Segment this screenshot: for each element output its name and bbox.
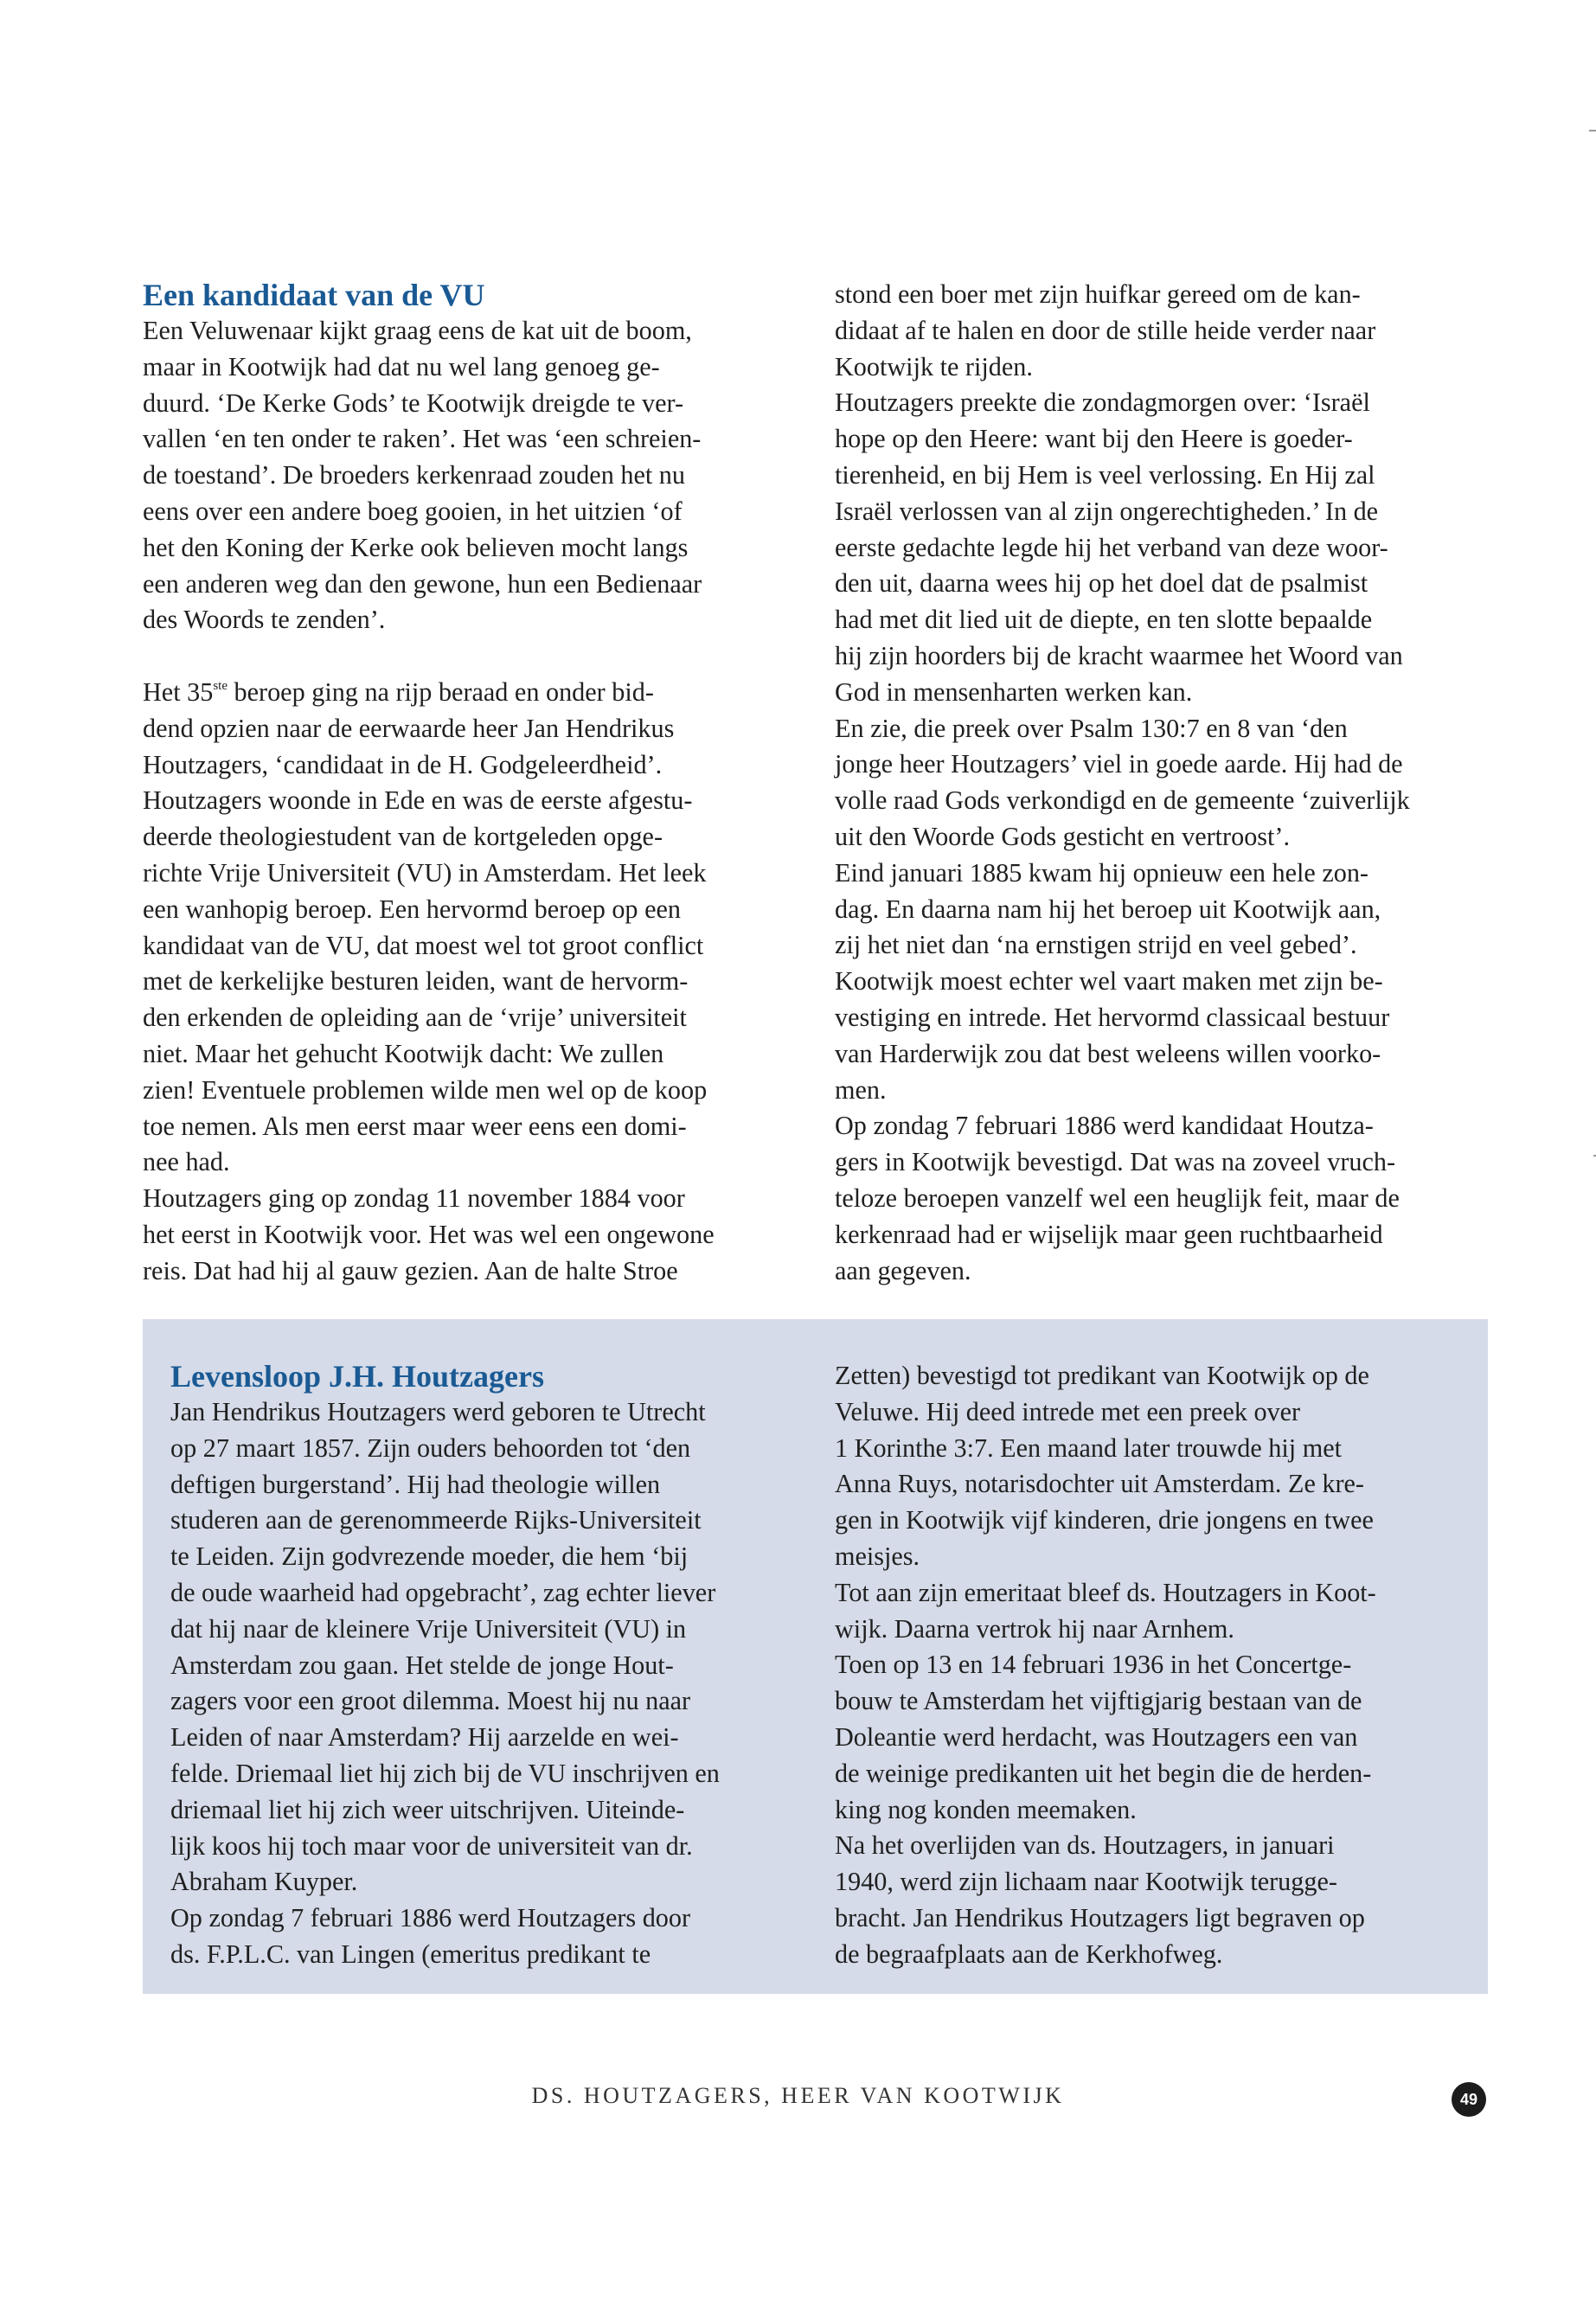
text-line: stond een boer met zijn huifkar gereed om de kan-: [835, 279, 1361, 309]
text-line: kerkenraad had er wijselijk maar geen ruchtbaarheid: [835, 1219, 1383, 1249]
text-line: gers in Kootwijk bevestigd. Dat was na zoveel vruch-: [835, 1147, 1396, 1177]
text-line: van Harderwijk zou dat best weleens willen voorko-: [835, 1038, 1381, 1068]
biography-column-1: [170, 1358, 811, 1973]
text-line: hope op den Heere: want bij den Heere is goeder-: [835, 424, 1353, 454]
text-line: dag. En daarna nam hij het beroep uit Kootwijk aan,: [835, 894, 1381, 924]
text-line: driemaal liet hij zich weer uitschrijven. Uiteinde-: [170, 1794, 685, 1824]
article-column-1: [143, 277, 783, 1290]
text-line: deftigen burgerstand’. Hij had theologie willen: [170, 1469, 661, 1499]
text-line: het den Koning der Kerke ook believen mocht langs: [143, 532, 689, 562]
text-line: gen in Kootwijk vijf kinderen, drie jongens en twee: [835, 1505, 1374, 1535]
text-line: teloze beroepen vanzelf wel een heuglijk feit, maar de: [835, 1183, 1400, 1213]
text-line: zagers voor een groot dilemma. Moest hij nu naar: [170, 1686, 691, 1716]
text-line: des Woords te zenden’.: [143, 605, 386, 635]
text-line: didaat af te halen en door de stille heide verder naar: [835, 315, 1376, 345]
page-number-badge: 49: [1452, 2082, 1486, 2117]
text-line: ds. F.P.L.C. van Lingen (emeritus predikant te: [170, 1939, 651, 1969]
ordinal-superscript: ste: [213, 678, 228, 693]
text-line: een wanhopig beroep. Een hervormd beroep op een: [143, 894, 681, 924]
text-line: Houtzagers woonde in Ede en was de eerste afgestu-: [143, 785, 693, 816]
article-column-2: [835, 277, 1475, 1289]
text-line: lijk koos hij toch maar voor de universiteit van dr.: [170, 1830, 693, 1861]
text-line: Eind januari 1885 kwam hij opnieuw een hele zon-: [835, 857, 1368, 888]
text-line: had met dit lied uit de diepte, en ten slotte bepaalde: [835, 605, 1373, 635]
text-line: Een Veluwenaar kijkt graag eens de kat uit de boom,: [143, 316, 692, 345]
text-line: duurd. ‘De Kerke Gods’ te Kootwijk dreigde te ver-: [143, 388, 684, 418]
text-line: meisjes.: [835, 1541, 920, 1571]
text-line: men.: [835, 1074, 887, 1105]
text-line: maar in Kootwijk had dat nu wel lang genoeg ge-: [143, 351, 660, 381]
text-line: Houtzagers ging op zondag 11 november 1884 voor: [143, 1183, 685, 1214]
text-line: reis. Dat had hij al gauw gezien. Aan de halte Stroe: [143, 1255, 678, 1285]
text-line: Toen op 13 en 14 februari 1936 in het Concertge-: [835, 1650, 1352, 1680]
text-line: eerste gedachte legde hij het verband van deze woor-: [835, 532, 1388, 562]
text-line: vestiging en intrede. Het hervormd classicaal bestuur: [835, 1002, 1390, 1032]
text-line: den erkenden de opleiding aan de ‘vrije’ universiteit: [143, 1003, 687, 1033]
text-line: Jan Hendrikus Houtzagers werd geboren te Utrecht: [170, 1397, 706, 1426]
article-heading: Een kandidaat van de VU: [143, 278, 485, 312]
running-footer: DS. HOUTZAGERS, HEER VAN KOOTWIJK: [531, 2083, 1065, 2108]
text-line: Houtzagers preekte die zondagmorgen over: ‘Israël: [835, 388, 1370, 418]
text-line: Op zondag 7 februari 1886 werd kandidaat Houtza-: [835, 1111, 1374, 1141]
text-line: Abraham Kuyper.: [170, 1867, 358, 1897]
text-line: felde. Driemaal liet hij zich bij de VU inschrijven en: [170, 1758, 720, 1788]
text-line: de begraafplaats aan de Kerkhofweg.: [835, 1939, 1223, 1969]
text-line: richte Vrije Universiteit (VU) in Amsterdam. Het leek: [143, 857, 707, 888]
biography-column-2: [835, 1358, 1475, 1973]
text-line: zien! Eventuele problemen wilde men wel op de koop: [143, 1074, 708, 1105]
text-line: 1 Korinthe 3:7. Een maand later trouwde hij met: [835, 1433, 1342, 1463]
text-line: Leiden of naar Amsterdam? Hij aarzelde en wei-: [170, 1722, 679, 1753]
text-line: [143, 675, 783, 711]
text-line: niet. Maar het gehucht Kootwijk dacht: We zullen: [143, 1038, 664, 1068]
text-line: de weinige predikanten uit het begin die de herden-: [835, 1758, 1372, 1788]
text-line: Tot aan zijn emeritaat bleef ds. Houtzagers in Koot-: [835, 1577, 1376, 1607]
text-line: kandidaat van de VU, dat moest wel tot groot conflict: [143, 930, 704, 960]
text-line: een anderen weg dan den gewone, hun een Bedienaar: [143, 568, 702, 599]
text-fragment: Het 35: [143, 676, 214, 707]
paragraph-spacer: [143, 638, 783, 675]
text-line: uit den Woorde Gods gesticht en vertroost’.: [835, 821, 1291, 851]
text-line: Na het overlijden van ds. Houtzagers, in januari: [835, 1830, 1335, 1861]
text-line: Kootwijk te rijden.: [835, 351, 1033, 381]
text-line: Op zondag 7 februari 1886 werd Houtzagers door: [170, 1903, 691, 1933]
article-paragraph-2: [143, 675, 783, 1290]
text-line: jonge heer Houtzagers’ viel in goede aarde. Hij had de: [835, 749, 1403, 779]
text-line: op 27 maart 1857. Zijn ouders behoorden tot ‘den: [170, 1433, 691, 1463]
text-line: dat hij naar de kleinere Vrije Universiteit (VU) in: [170, 1613, 687, 1644]
text-line: aan gegeven.: [835, 1255, 971, 1285]
text-line: eens over een andere boeg gooien, in het uitzien ‘of: [143, 496, 683, 526]
text-line: tierenheid, en bij Hem is veel verlossing. En Hij zal: [835, 459, 1375, 490]
text-line: studeren aan de gerenommeerde Rijks-Universiteit: [170, 1505, 702, 1535]
text-line: de toestand’. De broeders kerkenraad zouden het nu: [143, 460, 685, 490]
text-line: volle raad Gods verkondigd en de gemeente ‘zuiverlijk: [835, 785, 1410, 816]
text-line: hij zijn hoorders bij de kracht waarmee het Woord van: [835, 640, 1403, 670]
text-line: wijk. Daarna vertrok hij naar Arnhem.: [835, 1613, 1234, 1644]
text-line: Zetten) bevestigd tot predikant van Kootwijk op de: [835, 1361, 1369, 1390]
text-line: vallen ‘en ten onder te raken’. Het was ‘een schreien-: [143, 424, 702, 454]
text-line: de oude waarheid had opgebracht’, zag echter liever: [170, 1577, 716, 1607]
biography-heading: Levensloop J.H. Houtzagers: [170, 1359, 544, 1394]
article-paragraph-1: [143, 313, 783, 638]
text-line: toe nemen. Als men eerst maar weer eens een domi-: [143, 1111, 687, 1141]
text-line: Kootwijk moest echter wel vaart maken met zijn be-: [835, 966, 1383, 997]
text-line: bracht. Jan Hendrikus Houtzagers ligt begraven op: [835, 1902, 1365, 1932]
text-line: het eerst in Kootwijk voor. Het was wel een ongewone: [143, 1219, 715, 1249]
text-fragment: beroep ging na rijp beraad en onder bid-: [228, 676, 654, 707]
text-line: Israël verlossen van al zijn ongerechtigheden.’ In de: [835, 496, 1379, 526]
text-line: met de kerkelijke besturen leiden, want de hervorm-: [143, 966, 689, 997]
text-line: te Leiden. Zijn godvrezende moeder, die hem ‘bij: [170, 1541, 689, 1572]
text-line: Houtzagers, ‘candidaat in de H. Godgeleerdheid’.: [143, 749, 663, 779]
text-line: Amsterdam zou gaan. Het stelde de jonge Hout-: [170, 1650, 674, 1680]
text-line: zij het niet dan ‘na ernstigen strijd en veel gebed’.: [835, 930, 1357, 960]
text-line: En zie, die preek over Psalm 130:7 en 8 van ‘den: [835, 713, 1348, 743]
text-line: bouw te Amsterdam het vijftigjarig bestaan van de: [835, 1686, 1362, 1716]
text-line: deerde theologiestudent van de kortgeleden opge-: [143, 822, 663, 852]
text-line: God in mensenharten werken kan.: [835, 676, 1193, 707]
text-line: Doleantie werd herdacht, was Houtzagers een van: [835, 1721, 1358, 1752]
text-line: Anna Ruys, notarisdochter uit Amsterdam. Ze kre-: [835, 1469, 1364, 1499]
text-line: Veluwe. Hij deed intrede met een preek over: [835, 1396, 1301, 1426]
text-line: 1940, werd zijn lichaam naar Kootwijk terugge-: [835, 1867, 1337, 1897]
text-line: den uit, daarna wees hij op het doel dat de psalmist: [835, 568, 1368, 599]
text-line: king nog konden meemaken.: [835, 1794, 1137, 1824]
crop-mark-top: [1589, 130, 1596, 131]
text-line: dend opzien naar de eerwaarde heer Jan Hendrikus: [143, 713, 675, 743]
text-line: nee had.: [143, 1147, 230, 1177]
